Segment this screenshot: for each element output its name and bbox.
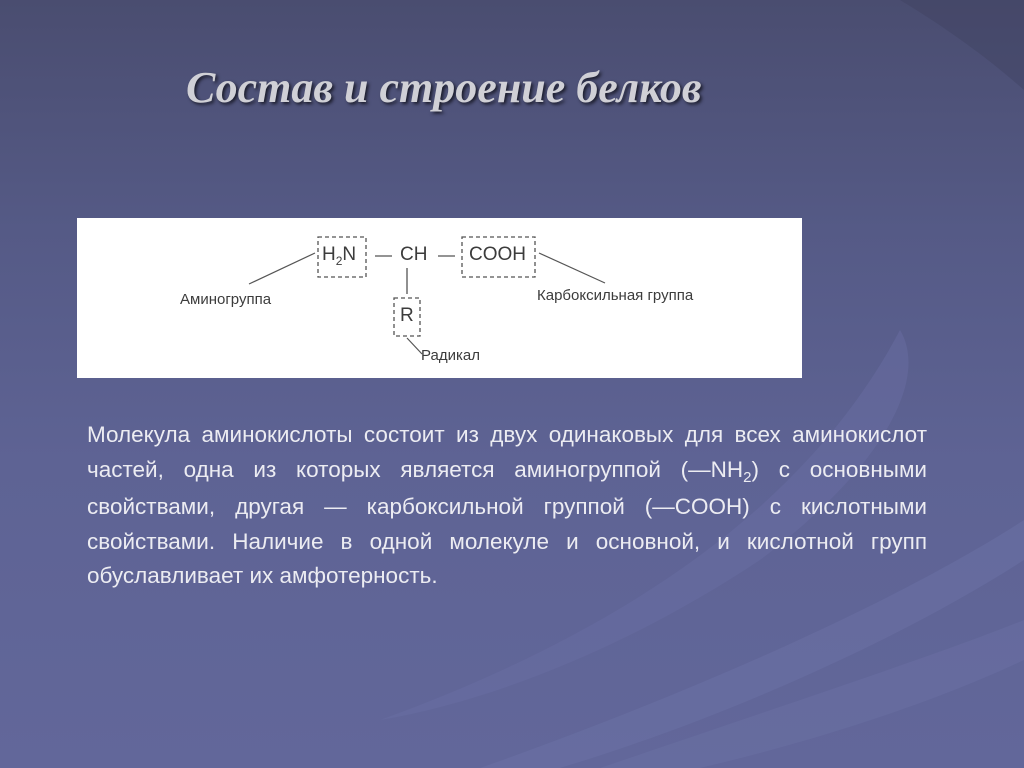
amino-group-label: Аминогруппа [180, 291, 272, 308]
carboxyl-group-label: Карбоксильная группа [537, 287, 694, 304]
pointer-radical [407, 338, 422, 354]
body-text-part1: Молекула аминокислоты состоит из двух одинаковых для всех аминокислот частей, одна из которых является аминогруппой (—NH [87, 422, 927, 482]
radical-label: Радикал [421, 347, 480, 364]
amino-n: N [342, 244, 357, 265]
slide-title: Состав и строение белков [186, 63, 702, 112]
amino-formula [322, 244, 356, 266]
amino-h-subscript: 2 [335, 254, 343, 268]
pointer-amino [249, 253, 315, 284]
ch-formula: CH [400, 244, 428, 265]
radical-formula: R [400, 305, 414, 326]
pointer-carboxyl [539, 253, 605, 283]
cooh-formula: COOH [469, 244, 526, 265]
body-paragraph [87, 418, 927, 594]
body-text-part2: ) с основными свойствами, другая — карбоксильной группой (—COOH) с кислотными свойствами. Наличие в одной молекуле и основной, и кислотной групп обуславливает их амфотерность. [87, 456, 927, 588]
amino-h: H [322, 244, 336, 265]
body-nh2-subscript: 2 [743, 468, 752, 486]
amino-acid-diagram [77, 218, 802, 378]
